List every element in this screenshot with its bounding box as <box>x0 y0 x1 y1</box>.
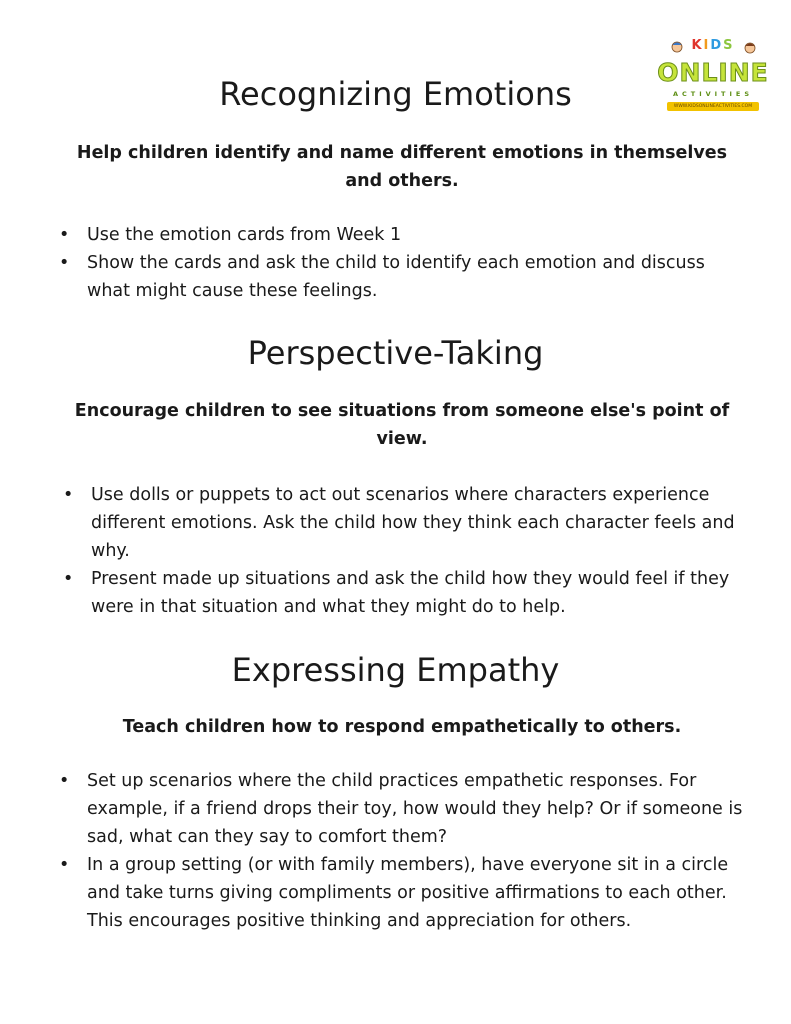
logo-activities: ACTIVITIES <box>672 90 754 98</box>
section-subtitle: Help children identify and name different emotions in themselves and others. <box>76 143 728 191</box>
list-item: • Use the emotion cards from Week 1 <box>57 221 707 249</box>
logo-online: ONLINE <box>657 58 769 87</box>
list-item: • In a group setting (or with family members), have everyone sit in a circle and take turns giving compliments or positive affirmations to each other. This encourages positive thinking and appreciation for others. <box>57 851 757 935</box>
list-item: • Show the cards and ask the child to identify each emotion and discuss what might cause these feelings. <box>57 249 707 305</box>
section-title: Perspective-Taking <box>247 334 544 372</box>
bullet-list <box>57 767 757 935</box>
section-title: Recognizing Emotions <box>219 75 572 113</box>
list-item: • Set up scenarios where the child practices empathetic responses. For example, if a friend drops their toy, how would they help? Or if someone is sad, what can they say to comfort them? <box>57 767 757 851</box>
list-item: • Use dolls or puppets to act out scenarios where characters experience different emotions. Ask the child how they think each character feels and why. <box>61 481 761 565</box>
child-face-icon <box>744 42 756 54</box>
section-subtitle: Teach children how to respond empathetically to others. <box>122 717 682 737</box>
section-subtitle: Encourage children to see situations from someone else's point of view. <box>74 401 730 449</box>
bullet-list <box>57 221 707 305</box>
list-item: • Present made up situations and ask the child how they would feel if they were in that situation and what they might do to help. <box>61 565 761 621</box>
logo-kids: KIDS <box>691 38 735 53</box>
bullet-list <box>61 481 761 621</box>
section-title: Expressing Empathy <box>231 651 560 689</box>
logo-url: WWW.KIDSONLINEACTIVITIES.COM <box>667 102 759 111</box>
